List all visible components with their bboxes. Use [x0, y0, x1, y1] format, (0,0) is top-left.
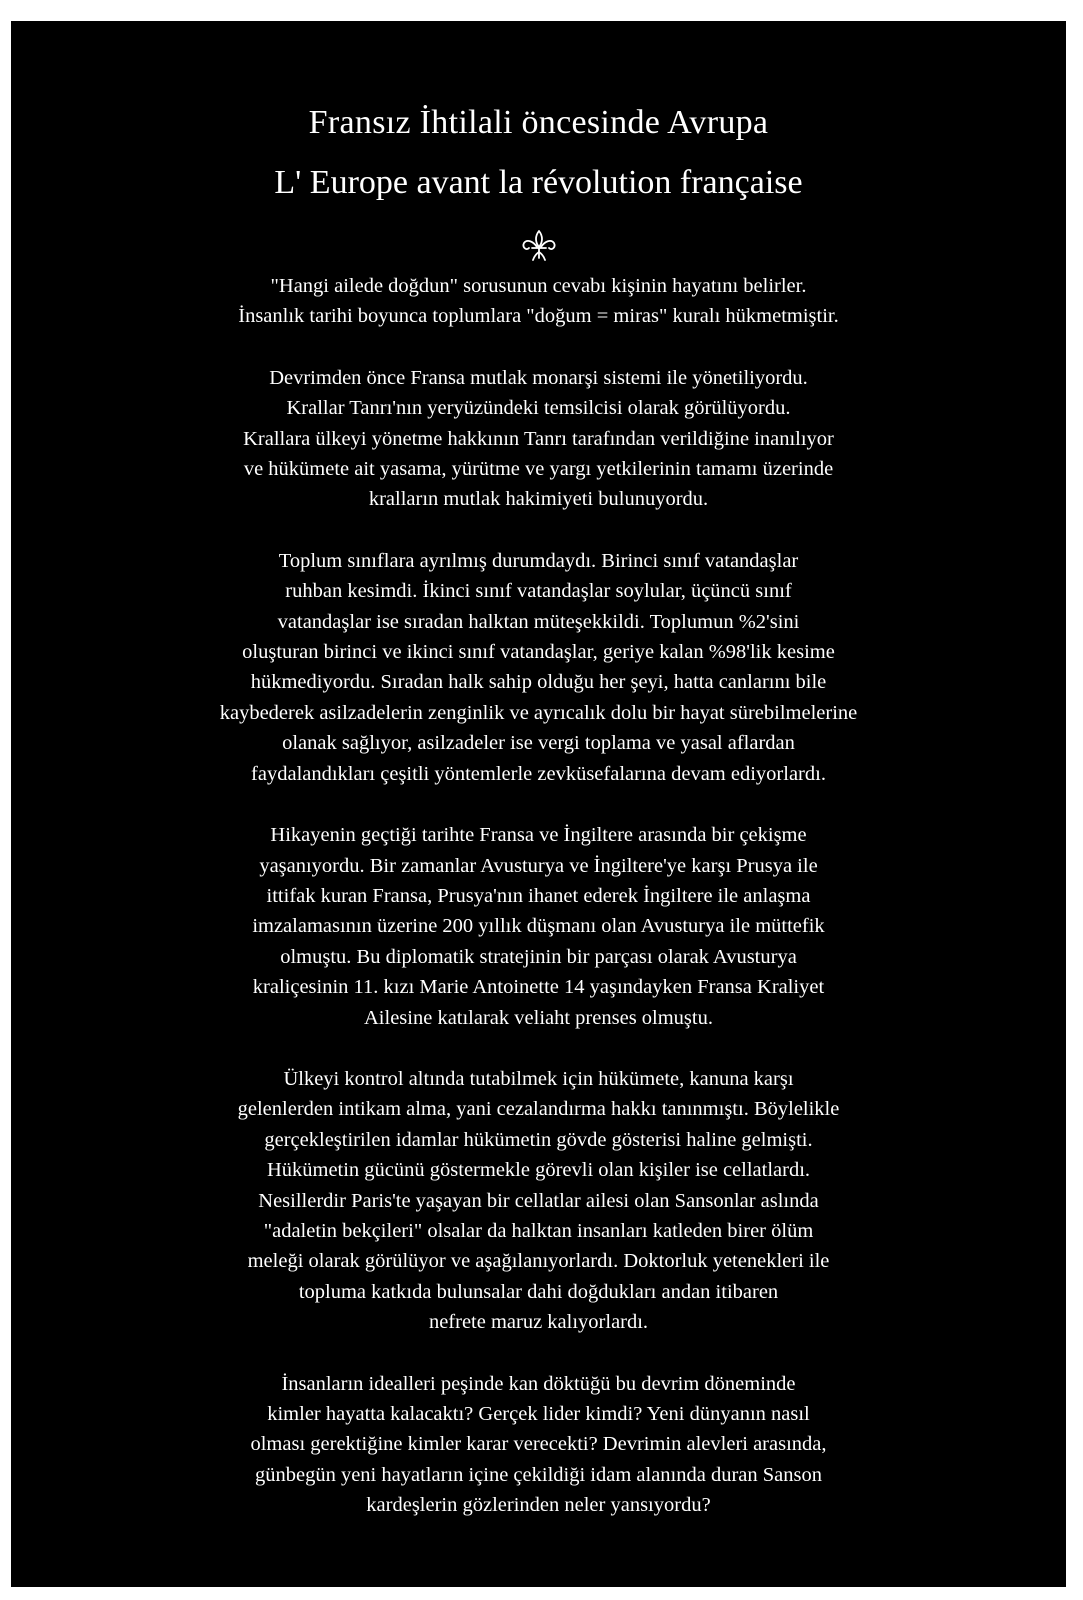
- text-line: oluşturan birinci ve ikinci sınıf vatandaşlar, geriye kalan %98'lik kesime: [242, 641, 835, 664]
- text-line: nefrete maruz kalıyorlardı.: [428, 1311, 649, 1334]
- text-line: Devrimden önce Fransa mutlak monarşi sistemi ile yönetiliyordu.: [269, 366, 808, 389]
- text-panel: [11, 21, 1066, 1587]
- text-line: gerçekleştirilen idamlar hükümetin gövde gösterisi haline gelmişti.: [264, 1128, 813, 1151]
- text-line: Hikayenin geçtiği tarihte Fransa ve İngiltere arasında bir çekişme: [270, 824, 807, 847]
- paragraph: [51, 1064, 1026, 1338]
- text-line: kimler hayatta kalacaktı? Gerçek lider kimdi? Yeni dünyanın nasıl: [267, 1403, 810, 1425]
- page-title-french: L' Europe avant la révolution française: [274, 164, 803, 201]
- text-line: "adaletin bekçileri" olsalar da halktan insanları katleden birer ölüm: [263, 1219, 814, 1242]
- paragraph: [51, 546, 1026, 789]
- text-line: Krallar Tanrı'nın yeryüzündeki temsilcisi olarak görülüyordu.: [286, 397, 791, 420]
- paragraph: [51, 363, 1026, 515]
- text-line: topluma katkıda bulunsalar dahi doğdukları andan itibaren: [298, 1280, 779, 1303]
- body-text: [51, 271, 1026, 1552]
- text-line: kralların mutlak hakimiyeti bulunuyordu.: [368, 488, 709, 511]
- text-line: yaşanıyordu. Bir zamanlar Avusturya ve İngiltere'ye karşı Prusya ile: [259, 854, 818, 877]
- paragraph: [51, 820, 1026, 1033]
- text-line: Krallara ülkeyi yönetme hakkının Tanrı tarafından verildiğine inanılıyor: [243, 427, 834, 450]
- text-line: meleği olarak görülüyor ve aşağılanıyorlardı. Doktorluk yetenekleri ile: [247, 1250, 830, 1273]
- text-line: faydalandıkları çeşitli yöntemlerle zevküsefalarına devam ediyorlardı.: [251, 762, 826, 785]
- text-line: İnsanlık tarihi boyunca toplumlara "doğum = miras" kuralı hükmetmiştir.: [238, 305, 839, 328]
- text-line: Nesillerdir Paris'te yaşayan bir cellatlar ailesi olan Sansonlar aslında: [258, 1189, 819, 1212]
- text-line: Ailesine katılarak veliaht prenses olmuştu.: [364, 1006, 713, 1029]
- fleur-de-lis-icon: [521, 227, 557, 263]
- text-line: imzalamasının üzerine 200 yıllık düşmanı olan Avusturya ile müttefik: [252, 915, 825, 938]
- text-line: ittifak kuran Fransa, Prusya'nın ihanet ederek İngiltere ile anlaşma: [266, 884, 811, 907]
- text-line: kaybederek asilzadelerin zenginlik ve ayrıcalık dolu bir hayat sürebilmelerine: [219, 701, 858, 724]
- text-line: olmuştu. Bu diplomatik stratejinin bir parçası olarak Avusturya: [280, 945, 797, 968]
- paragraph: [51, 271, 1026, 332]
- text-line: ve hükümete ait yasama, yürütme ve yargı yetkilerinin tamamı üzerinde: [243, 458, 834, 481]
- text-line: olması gerektiğine kimler karar verecekti? Devrimin alevleri arasında,: [250, 1433, 827, 1456]
- text-line: ruhban kesimdi. İkinci sınıf vatandaşlar soylular, üçüncü sınıf: [285, 580, 792, 603]
- text-line: İnsanların idealleri peşinde kan döktüğü bu devrim döneminde: [281, 1372, 796, 1395]
- page-title-turkish: Fransız İhtilali öncesinde Avrupa: [308, 104, 769, 141]
- text-line: Hükümetin gücünü göstermekle görevli olan kişiler ise cellatlardı.: [266, 1159, 811, 1182]
- text-line: günbegün yeni hayatların içine çekildiği idam alanında duran Sanson: [254, 1463, 822, 1486]
- text-line: Toplum sınıflara ayrılmış durumdaydı. Birinci sınıf vatandaşlar: [278, 549, 799, 572]
- text-line: kardeşlerin gözlerinden neler yansıyordu?: [366, 1494, 711, 1517]
- text-line: "Hangi ailede doğdun" sorusunun cevabı kişinin hayatını belirler.: [270, 275, 807, 297]
- paragraph: [51, 1369, 1026, 1521]
- text-line: hükmediyordu. Sıradan halk sahip olduğu her şeyi, hatta canlarını bile: [250, 671, 827, 694]
- text-line: gelenlerden intikam alma, yani cezalandırma hakkı tanınmıştı. Böylelikle: [237, 1098, 840, 1121]
- text-line: Ülkeyi kontrol altında tutabilmek için hükümete, kanuna karşı: [283, 1067, 794, 1090]
- text-line: kraliçesinin 11. kızı Marie Antoinette 14 yaşındayken Fransa Kraliyet: [252, 976, 825, 999]
- text-line: vatandaşlar ise sıradan halktan müteşekkildi. Toplumun %2'sini: [277, 610, 800, 633]
- text-line: olanak sağlıyor, asilzadeler ise vergi toplama ve yasal aflardan: [282, 732, 795, 755]
